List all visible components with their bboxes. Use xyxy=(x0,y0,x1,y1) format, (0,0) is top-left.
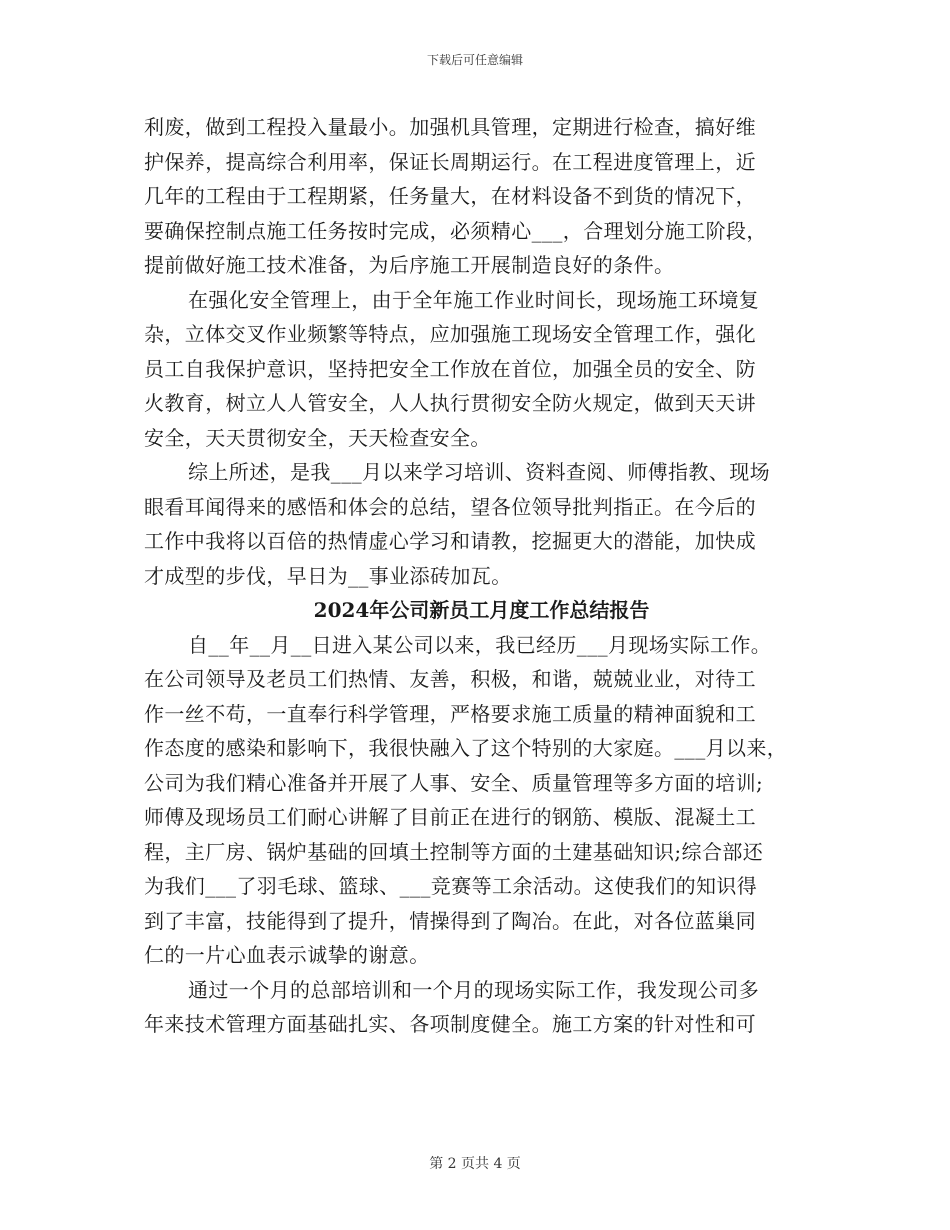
text-line: 自__年__月__日进入某公司以来，我已经历___月现场实际工作。 xyxy=(188,632,772,657)
text-line: 为我们___了羽毛球、篮球、___竞赛等工余活动。这使我们的知识得 xyxy=(144,874,758,898)
text-line: 在强化安全管理上，由于全年施工作业时间长，现场施工环境复 xyxy=(188,287,760,312)
text-line: 安全，天天贯彻安全，天天检查安全。 xyxy=(144,425,491,450)
document-body xyxy=(144,110,809,1042)
text-line: 员工自我保护意识，坚持把安全工作放在首位，加强全员的安全、防 xyxy=(144,356,756,381)
text-line: 几年的工程由于工程期紧，任务量大，在材料设备不到货的情况下， xyxy=(144,184,756,208)
text-line: 才成型的步伐，早日为__事业添砖加瓦。 xyxy=(144,563,512,588)
text-line: 师傅及现场员工们耐心讲解了目前正在进行的钢筋、模版、混凝土工 xyxy=(144,805,756,829)
section-title: 2024年公司新员工月度工作总结报告 xyxy=(313,598,650,622)
paragraph-safety-management xyxy=(144,283,809,456)
page-header: 下载后可任意编辑 xyxy=(426,53,523,67)
text-line: 仁的一片心血表示诚挚的谢意。 xyxy=(144,943,430,967)
text-line: 利废，做到工程投入量最小。加强机具管理，定期进行检查，搞好维 xyxy=(144,115,756,139)
text-line: 提前做好施工技术准备，为后序施工开展制造良好的条件。 xyxy=(144,253,675,277)
text-line: 护保养，提高综合利用率，保证长周期运行。在工程进度管理上，近 xyxy=(144,149,756,174)
paragraph-observations xyxy=(144,973,809,1042)
paragraph-resource-management xyxy=(144,110,809,283)
text-line: 程，主厂房、锅炉基础的回填土控制等方面的土建基础知识;综合部还 xyxy=(144,839,764,864)
paragraph-introduction xyxy=(144,628,809,973)
paragraph-conclusion xyxy=(144,455,809,593)
text-line: 通过一个月的总部培训和一个月的现场实际工作，我发现公司多 xyxy=(188,977,760,1002)
text-line: 到了丰富，技能得到了提升，情操得到了陶冶。在此，对各位蓝巢同 xyxy=(144,908,756,933)
text-line: 眼看耳闻得来的感悟和体会的总结，望各位领导批判指正。在今后的 xyxy=(144,494,756,519)
text-line: 年来技术管理方面基础扎实、各项制度健全。施工方案的针对性和可 xyxy=(144,1012,756,1036)
text-line: 杂，立体交叉作业频繁等特点，应加强施工现场安全管理工作，强化 xyxy=(144,322,756,346)
text-line: 工作中我将以百倍的热情虚心学习和请教，挖掘更大的潜能，加快成 xyxy=(144,529,756,553)
text-line: 在公司领导及老员工们热情、友善，积极，和谐，兢兢业业，对待工 xyxy=(144,667,756,691)
text-line: 综上所述，是我___月以来学习培训、资料查阅、师傅指教、现场 xyxy=(188,460,770,484)
text-line: 火教育，树立人人管安全，人人执行贯彻安全防火规定，做到天天讲 xyxy=(144,391,756,415)
text-line: 要确保控制点施工任务按时完成，必须精心___，合理划分施工阶段， xyxy=(144,218,767,243)
page-footer: 第 2 页共 4 页 xyxy=(429,1156,521,1172)
text-line: 作态度的感染和影响下，我很快融入了这个特别的大家庭。___月以来， xyxy=(144,736,788,760)
text-line: 公司为我们精心准备并开展了人事、安全、质量管理等多方面的培训; xyxy=(144,770,764,795)
text-line: 作一丝不苟，一直奉行科学管理，严格要求施工质量的精神面貌和工 xyxy=(144,701,756,726)
